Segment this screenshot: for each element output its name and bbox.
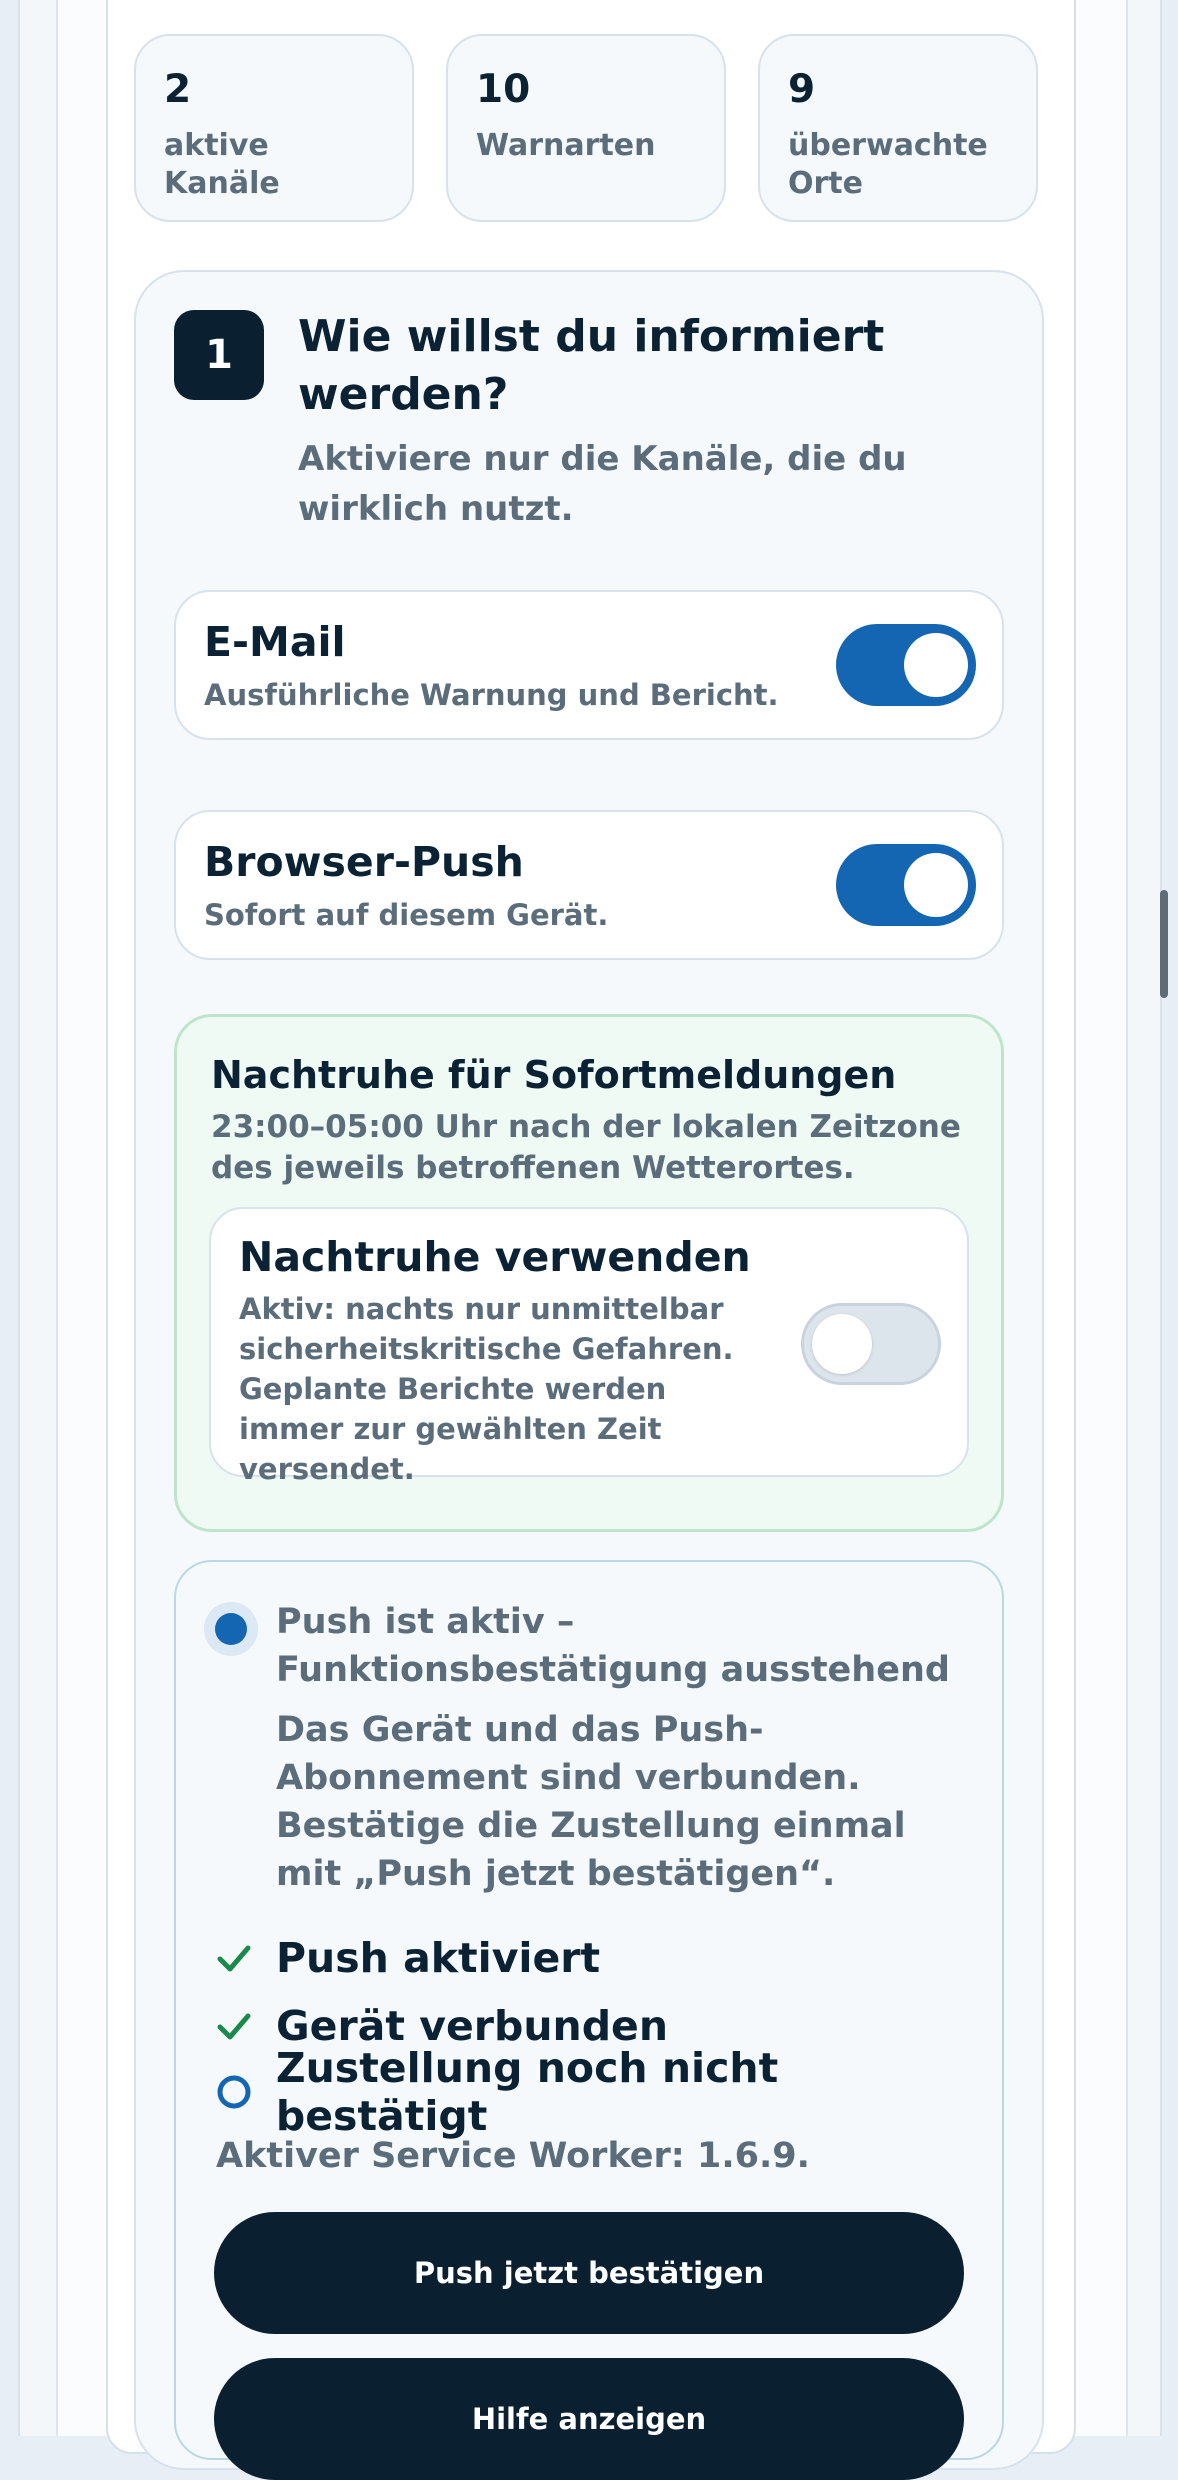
stat-value: 10 — [476, 67, 531, 112]
step-number-badge: 1 — [174, 310, 264, 400]
check-item — [214, 2044, 1002, 2140]
stat-label: aktive Kanäle — [164, 128, 280, 201]
channel-description: Sofort auf diesem Gerät. — [204, 898, 609, 932]
push-status-body: Das Gerät und das Push-Abonnement sind verbunden. Bestätige die Zustellung einmal mit „Push jetzt bestätigen“. — [276, 1710, 906, 1894]
channel-browser-push — [174, 810, 1004, 960]
help-button[interactable]: Hilfe anzeigen — [214, 2358, 964, 2480]
quiet-hours-option — [209, 1207, 969, 1486]
check-item-label: Gerät verbunden — [276, 2002, 669, 2050]
quiet-hours-option-description: Aktiv: nachts nur unmittelbar sicherheitskritische Gefahren. Geplante Berichte werden immer zur gewählten Zeit versendet. — [239, 1292, 734, 1486]
scrollbar-thumb[interactable] — [1160, 890, 1168, 998]
section-subtitle: Aktiviere nur die Kanäle, die du wirklich nutzt. — [298, 439, 907, 529]
email-toggle[interactable] — [836, 624, 976, 706]
push-status-headline: Push ist aktiv – Funktionsbestätigung ausstehend — [276, 1602, 950, 1690]
checkmark-icon — [214, 1938, 254, 1978]
stat-card-monitored-places — [758, 34, 1038, 222]
channel-name: E-Mail — [204, 618, 346, 666]
channel-email — [174, 590, 1004, 740]
checkmark-icon — [214, 2006, 254, 2046]
check-item-label: Push aktiviert — [276, 1934, 601, 1982]
section-title: Wie willst du informiert werden? — [298, 311, 885, 420]
confirm-push-button[interactable]: Push jetzt bestätigen — [214, 2212, 964, 2334]
stat-value: 9 — [788, 67, 816, 112]
check-item — [214, 1928, 600, 1988]
toggle-knob — [904, 633, 968, 697]
stat-card-active-channels — [134, 34, 414, 222]
stat-label: Warnarten — [476, 128, 656, 163]
toggle-knob — [812, 1314, 872, 1374]
quiet-hours-panel — [174, 1014, 1004, 1532]
service-worker-version: Aktiver Service Worker: 1.6.9. — [216, 2136, 810, 2176]
check-item-label: Zustellung noch nicht bestätigt — [275, 2044, 779, 2140]
browser-push-toggle[interactable] — [836, 844, 976, 926]
channel-description: Ausführliche Warnung und Bericht. — [204, 678, 779, 712]
quiet-hours-toggle[interactable] — [801, 1303, 941, 1385]
stat-label: überwachte Orte — [788, 128, 988, 201]
stat-card-warning-types — [446, 34, 726, 222]
status-dot-icon — [204, 1602, 258, 1656]
toggle-knob — [904, 853, 968, 917]
stat-value: 2 — [164, 67, 192, 112]
quiet-hours-title: Nachtruhe für Sofortmeldungen — [211, 1053, 897, 1097]
push-status-panel — [174, 1560, 1004, 2460]
quiet-hours-description: 23:00–05:00 Uhr nach der lokalen Zeitzone des jeweils betroffenen Wetterortes. — [211, 1109, 961, 1186]
pending-circle-icon — [214, 2072, 254, 2112]
channel-name: Browser-Push — [204, 838, 524, 886]
quiet-hours-option-name: Nachtruhe verwenden — [239, 1233, 751, 1281]
